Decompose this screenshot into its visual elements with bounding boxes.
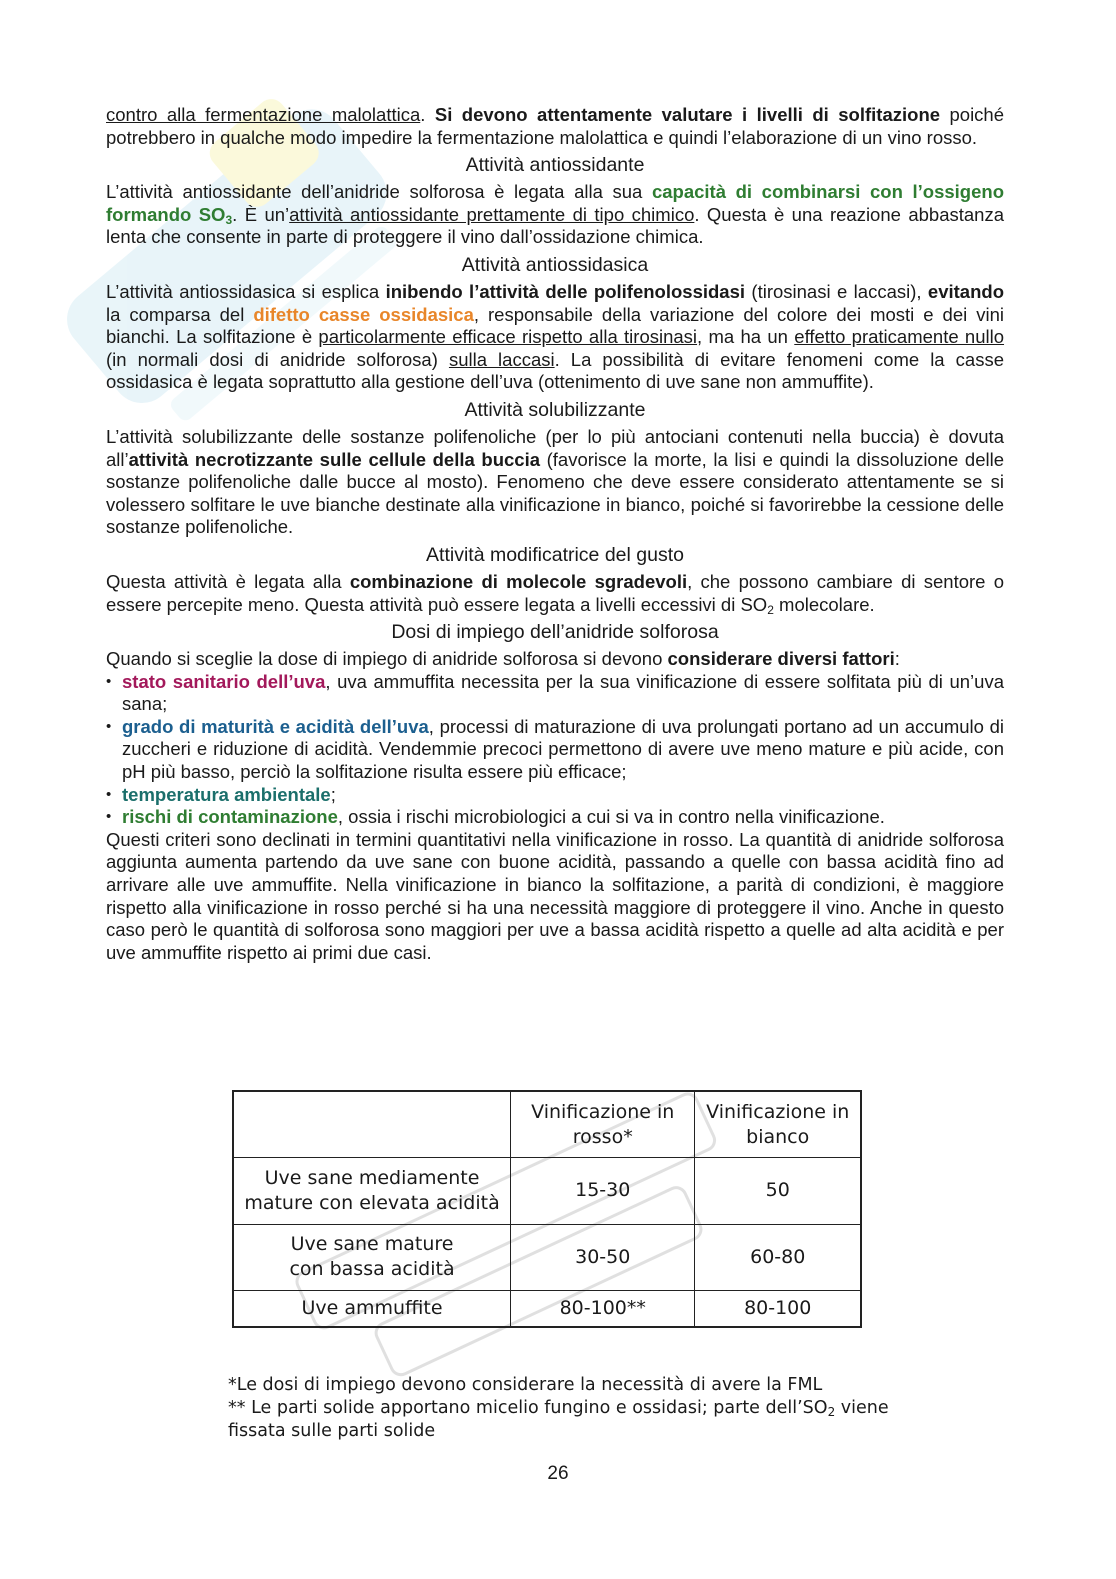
list-item: • temperatura ambientale; [106,784,1004,807]
heading-attivita-antiossidasica: Attività antiossidasica [461,253,649,276]
table-header-rosso: Vinificazione in rosso* [511,1091,695,1158]
paragraph-antiossidasica: L’attività antiossidasica si esplica inibendo l’attività delle polifenolossidasi (tirosinasi e laccasi), evitando la comparsa del difetto casse ossidasica, responsabile della variazione del colore dei mosti e dei vini bianchi. La solfitazione è particolarmente efficace rispetto alla tirosinasi, ma ha un effetto praticamente nullo (in normali dosi di anidride solforosa) sulla laccasi. La possibilità di evitare fenomeni come la casse ossidasica è legata soprattutto alla gestione dell’uva (ottenimento di uve sane non ammuffite). [106,280,1005,393]
text-green-bold: capacità di combinarsi con l’ossigeno formando SO [106,181,1004,225]
paragraph-criteri: Questi criteri sono declinati in termini quantitativi nella vinificazione in rosso. La quantità di anidride solforosa aggiunta aumenta partendo da uve sane con buone acidità, passando a quelle con bassa acidità fino ad arrivare alle uve ammuffite. Nella vinificazione in bianco la solfitazione, a parità di condizioni, è maggiore rispetto alla vinificazione in rosso perché si ha una necessità maggiore di proteggere il vino. Anche in questo caso però le quantità di solforosa sono maggiori per uve a bassa acidità rispetto a quelle ad alta acidità e per uve ammuffite rispetto ai primi due casi. [106,828,1004,963]
footnote-1: *Le dosi di impiego devono considerare la necessità di avere la FML [228,1375,823,1395]
paragraph-solubilizzante: L’attività solubilizzante delle sostanze polifenoliche (per lo più antociani contenuti nella buccia) è dovuta all’attività necrotizzante sulle cellule della buccia (favorisce la morte, la lisi e quindi la dissoluzione delle sostanze polifenoliche dalle bucce al mosto). Fenomeno che deve essere considerato attentamente se si volessero solfitare le uve bianche destinate alla vinificazione in bianco, poiché si favorirebbe la cessione delle sostanze polifenoliche. [106,425,1004,538]
paragraph-intro: contro alla fermentazione malolattica. Si devono attentamente valutare i livelli di solfitazione poiché potrebbero in qualche modo impedire la fermentazione malolattica e quindi l’elaborazione di un vino rosso. [106,104,1005,148]
list-item: • rischi di contaminazione, ossia i rischi microbiologici a cui si va in contro nella vinificazione. [106,806,1004,829]
list-item: • grado di maturità e acidità dell’uva, processi di maturazione di uva prolungati portano ad un accumulo di zuccheri e riduzione di acidità. Vendemmie precoci permettono di avere uve meno mature e più acide, con pH più basso, perciò la solfitazione risulta essere più efficace; [106,716,1004,784]
text-orange-bold: difetto casse ossidasica [253,303,474,325]
page-body [106,104,1004,964]
paragraph-gusto: Questa attività è legata alla combinazione di molecole sgradevoli, che possono cambiare di sentore o essere percepite meno. Questa attività può essere legata a livelli eccessivi di $SO_2$ molecolare. [106,570,1004,617]
table-header-bianco: Vinificazione in bianco [695,1091,861,1158]
heading-attivita-gusto: Attività modificatrice del gusto [426,543,684,566]
table-cell-bianco: 50 [695,1158,861,1224]
heading-attivita-antiossidante: Attività antiossidante [465,154,645,177]
dose-table [232,1090,862,1328]
list-item: • stato sanitario dell’uva, uva ammuffita necessita per la sua vinificazione di essere solfitata più di un’uva sana; [106,671,1004,716]
text-bold: Si devono attentamente valutare i livelli di solfitazione [434,104,941,125]
text-underlined: contro alla fermentazione malolattica [106,104,421,125]
table-header-empty [233,1091,511,1158]
table-cell-rosso: 80-100** [511,1290,695,1327]
footnote-3: fissata sulle parti solide [228,1421,436,1441]
page-number: 26 [547,1463,569,1484]
table-footnotes [228,1374,928,1443]
table-cell-rosso: 15-30 [511,1158,695,1224]
table-row [233,1290,861,1327]
factors-list [106,671,1004,829]
heading-attivita-solubilizzante: Attività solubilizzante [464,398,646,421]
heading-dosi-impiego: Dosi di impiego dell’anidride solforosa [391,621,719,644]
table-cell-bianco: 60-80 [695,1224,861,1290]
text-underlined: attività antiossidante prettamente di tipo chimico [289,203,695,225]
table-row-label: Uve ammuffite [233,1290,511,1327]
table-header-row [233,1091,861,1158]
table-cell-bianco: 80-100 [695,1290,861,1327]
table-row-label: Uve sane mediamente mature con elevata acidità [233,1158,511,1224]
paragraph-dosi-intro: Quando si sceglie la dose di impiego di anidride solforosa si devono considerare diversi fattori: [106,648,900,670]
table-row [233,1158,861,1224]
table-row [233,1224,861,1290]
table-cell-rosso: 30-50 [511,1224,695,1290]
footnote-2: ** Le parti solide apportano micelio fungino e ossidasi; parte $dell’SO_2$ viene [228,1398,889,1419]
table-row-label: Uve sane mature con bassa acidità [233,1224,511,1290]
paragraph-antiossidante: L’attività antiossidante dell’anidride solforosa è legata alla sua capacità di combinarsi con l’ossigeno formando $SO_3$. È un’attività antiossidante prettamente di tipo chimico. Questa è una reazione abbastanza lenta che consente in parte di proteggere il vino dall’ossidazione chimica. [106,181,1004,248]
